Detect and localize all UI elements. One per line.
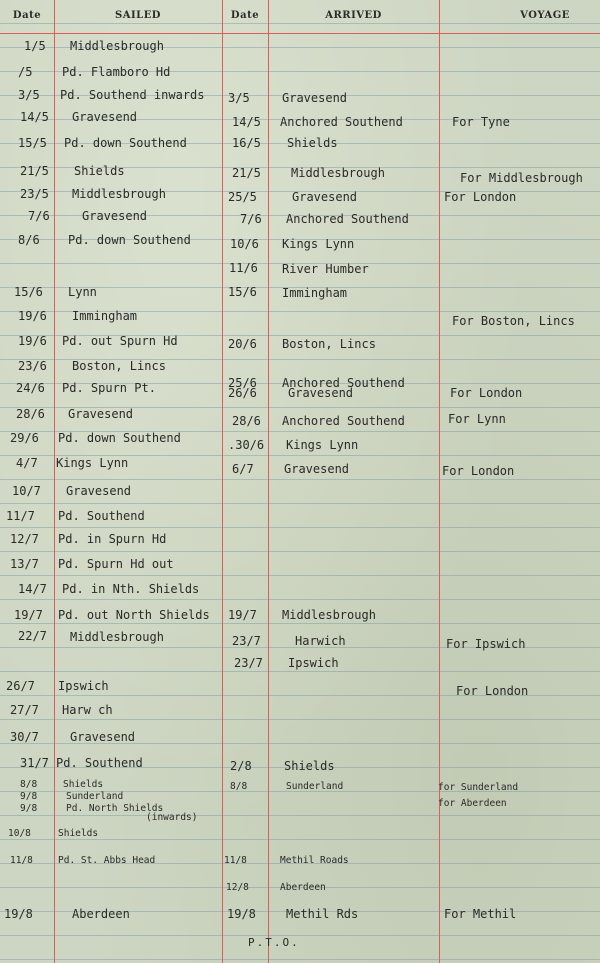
row24-sail-date: 19/7: [14, 608, 43, 622]
row6-voyage: For Middlesbrough: [460, 171, 583, 185]
row25-sail-date: 22/7: [18, 629, 47, 643]
row20-sailed: Pd. Southend: [58, 509, 145, 523]
row25-voyage: For Ipswich: [446, 637, 526, 651]
row36-arr-date: 12/8: [226, 882, 249, 893]
row5-arrived: Shields: [287, 136, 338, 150]
row4-arrived: Anchored Southend: [280, 115, 403, 129]
row8-sailed: Gravesend: [82, 209, 148, 223]
row31-arrived: Sunderland: [286, 781, 344, 792]
row37-arrived: Methil Rds: [286, 907, 359, 921]
row11-sail-date: 15/6: [14, 285, 43, 299]
row37-sail-date: 19/8: [4, 907, 33, 921]
row15-arrived: Anchored Southend: [282, 376, 405, 390]
row18-arr-date: 6/7: [232, 462, 254, 476]
row16-voyage: For Lynn: [448, 412, 506, 426]
row16-sailed: Gravesend: [68, 407, 134, 421]
row3-arr-date: 3/5: [228, 91, 250, 105]
row25-arr-date: 23/7: [232, 634, 261, 648]
row15-arrived-2: Gravesend: [288, 386, 354, 400]
row16-arrived: Anchored Southend: [282, 414, 405, 428]
row4-arr-date: 14/5: [232, 115, 261, 129]
row25-arrived: Harwich: [295, 634, 346, 648]
row15-voyage: For London: [450, 386, 523, 400]
row4-sailed: Gravesend: [72, 110, 138, 124]
row6-arr-date: 21/5: [232, 166, 261, 180]
row22-sail-date: 13/7: [10, 557, 39, 571]
row18-arrived: Gravesend: [284, 462, 350, 476]
row34-sail-date: 10/8: [8, 828, 31, 839]
row11-arrived: Immingham: [282, 286, 348, 300]
row33-sail-date: 9/8: [20, 803, 38, 814]
row27-sailed: Ipswich: [58, 679, 109, 693]
rule-date-arrived: [268, 0, 269, 963]
row3-arrived: Gravesend: [282, 91, 348, 105]
row1-sail-date: 1/5: [24, 39, 46, 53]
row32-voyage: for Aberdeen: [438, 798, 507, 809]
row9-arr-date: 10/6: [230, 237, 259, 251]
row8-sail-date: 7/6: [28, 209, 50, 223]
row7-voyage: For London: [444, 190, 517, 204]
row14-sail-date: 23/6: [18, 359, 47, 373]
row18-voyage: For London: [442, 464, 515, 478]
row17-sail-date: 29/6: [10, 431, 39, 445]
row24-arr-date: 19/7: [228, 608, 257, 622]
row32-sailed: Sunderland: [66, 791, 124, 802]
row31-arr-date: 8/8: [230, 781, 248, 792]
row9-sailed: Pd. down Southend: [68, 233, 191, 247]
row35-sail-date: 11/8: [10, 855, 33, 866]
row15-sail-date: 24/6: [16, 381, 45, 395]
row16-sail-date: 28/6: [16, 407, 45, 421]
row28-sail-date: 27/7: [10, 703, 39, 717]
row15-arr-date: 25/6: [228, 376, 257, 390]
row13-sail-date: 19/6: [18, 334, 47, 348]
row28-sailed: Harw ch: [62, 703, 113, 717]
row7-sail-date: 23/5: [20, 187, 49, 201]
row13-sailed: Pd. out Spurn Hd: [62, 334, 178, 348]
row8-arrived: Anchored Southend: [286, 212, 409, 226]
rule-header: [0, 33, 600, 34]
row19-sail-date: 10/7: [12, 484, 41, 498]
row24-sailed: Pd. out North Shields: [58, 608, 210, 622]
row13-arr-date: 20/6: [228, 337, 257, 351]
row27-voyage: For London: [456, 684, 529, 698]
row18-sail-date: 4/7: [16, 456, 38, 470]
row15-arr-date-2: 26/6: [228, 386, 257, 400]
row5-sail-date: 15/5: [18, 136, 47, 150]
row35-arrived: Methil Roads: [280, 855, 349, 866]
row13-arrived: Boston, Lincs: [282, 337, 376, 351]
row37-arr-date: 19/8: [227, 907, 256, 921]
row35-arr-date: 11/8: [224, 855, 247, 866]
row30-arrived: Shields: [284, 759, 335, 773]
row30-sail-date: 31/7: [20, 756, 49, 770]
row31-voyage: for Sunderland: [438, 782, 519, 793]
row20-sail-date: 11/7: [6, 509, 35, 523]
row34-sailed: Shields: [58, 828, 99, 839]
row14-sailed: Boston, Lincs: [72, 359, 166, 373]
row2-sailed: Pd. Flamboro Hd: [62, 65, 171, 79]
row15-sailed: Pd. Spurn Pt.: [62, 381, 156, 395]
row12-sail-date: 19/6: [18, 309, 47, 323]
row31-sail-date: 8/8: [20, 779, 38, 790]
row12-sailed: Immingham: [72, 309, 138, 323]
row9-arrived: Kings Lynn: [282, 237, 355, 251]
row22-sailed: Pd. Spurn Hd out: [58, 557, 174, 571]
row9-sail-date: 8/6: [18, 233, 40, 247]
row3-sailed: Pd. Southend inwards: [60, 88, 205, 102]
row5-arr-date: 16/5: [232, 136, 261, 150]
row21-sail-date: 12/7: [10, 532, 39, 546]
row33-sailed: Pd. North Shields: [66, 803, 164, 814]
header-voyage: VOYAGE: [520, 10, 570, 21]
row27-sail-date: 26/7: [6, 679, 35, 693]
header-sailed: SAILED: [115, 10, 161, 21]
row23-sail-date: 14/7: [18, 582, 47, 596]
row17-arr-date: .30/6: [228, 438, 265, 452]
row30-sailed: Pd. Southend: [56, 756, 143, 770]
row37-voyage: For Methil: [444, 907, 517, 921]
row8-arr-date: 7/6: [240, 212, 262, 226]
row26-arrived: Ipswich: [288, 656, 339, 670]
row7-sailed: Middlesbrough: [72, 187, 166, 201]
row10-arrived: River Humber: [282, 262, 369, 276]
row35-sailed: Pd. St. Abbs Head: [58, 855, 156, 866]
row12-voyage: For Boston, Lincs: [452, 314, 575, 328]
header-arrived: ARRIVED: [325, 10, 382, 21]
row21-sailed: Pd. in Spurn Hd: [58, 532, 167, 546]
row29-sailed: Gravesend: [70, 730, 136, 744]
row11-sailed: Lynn: [68, 285, 97, 299]
row31-sailed: Shields: [63, 779, 104, 790]
rule-sailed: [222, 0, 223, 963]
row7-arrived: Gravesend: [292, 190, 358, 204]
row6-arrived: Middlesbrough: [291, 166, 385, 180]
row4-voyage: For Tyne: [452, 115, 510, 129]
row7-arr-date: 25/5: [228, 190, 257, 204]
row25-sailed: Middlesbrough: [70, 630, 164, 644]
row5-sailed: Pd. down Southend: [64, 136, 187, 150]
page-turn-note: P.T.O.: [248, 936, 300, 949]
row10-arr-date: 11/6: [229, 261, 258, 275]
row33-sailed-note: (inwards): [146, 812, 198, 823]
rule-date-sailed: [54, 0, 55, 963]
row18-sailed: Kings Lynn: [56, 456, 129, 470]
header-date-arrived: Date: [230, 10, 260, 21]
row24-arrived: Middlesbrough: [282, 608, 376, 622]
row37-sailed: Aberdeen: [72, 907, 130, 921]
row17-sailed: Pd. down Southend: [58, 431, 181, 445]
row2-sail-date: /5: [18, 65, 33, 79]
row4-sail-date: 14/5: [20, 110, 49, 124]
rule-arrived: [439, 0, 440, 963]
row3-sail-date: 3/5: [18, 88, 40, 102]
row36-arrived: Aberdeen: [280, 882, 326, 893]
row30-arr-date: 2/8: [230, 759, 252, 773]
row32-sail-date: 9/8: [20, 791, 38, 802]
row19-sailed: Gravesend: [66, 484, 132, 498]
row26-arr-date: 23/7: [234, 656, 263, 670]
row16-arr-date: 28/6: [232, 414, 261, 428]
row17-arrived: Kings Lynn: [286, 438, 359, 452]
header-date-sailed: Date: [12, 10, 42, 21]
row29-sail-date: 30/7: [10, 730, 39, 744]
row11-arr-date: 15/6: [228, 285, 257, 299]
row6-sail-date: 21/5: [20, 164, 49, 178]
row23-sailed: Pd. in Nth. Shields: [62, 582, 200, 596]
row1-sailed: Middlesbrough: [70, 39, 164, 53]
row6-sailed: Shields: [74, 164, 125, 178]
